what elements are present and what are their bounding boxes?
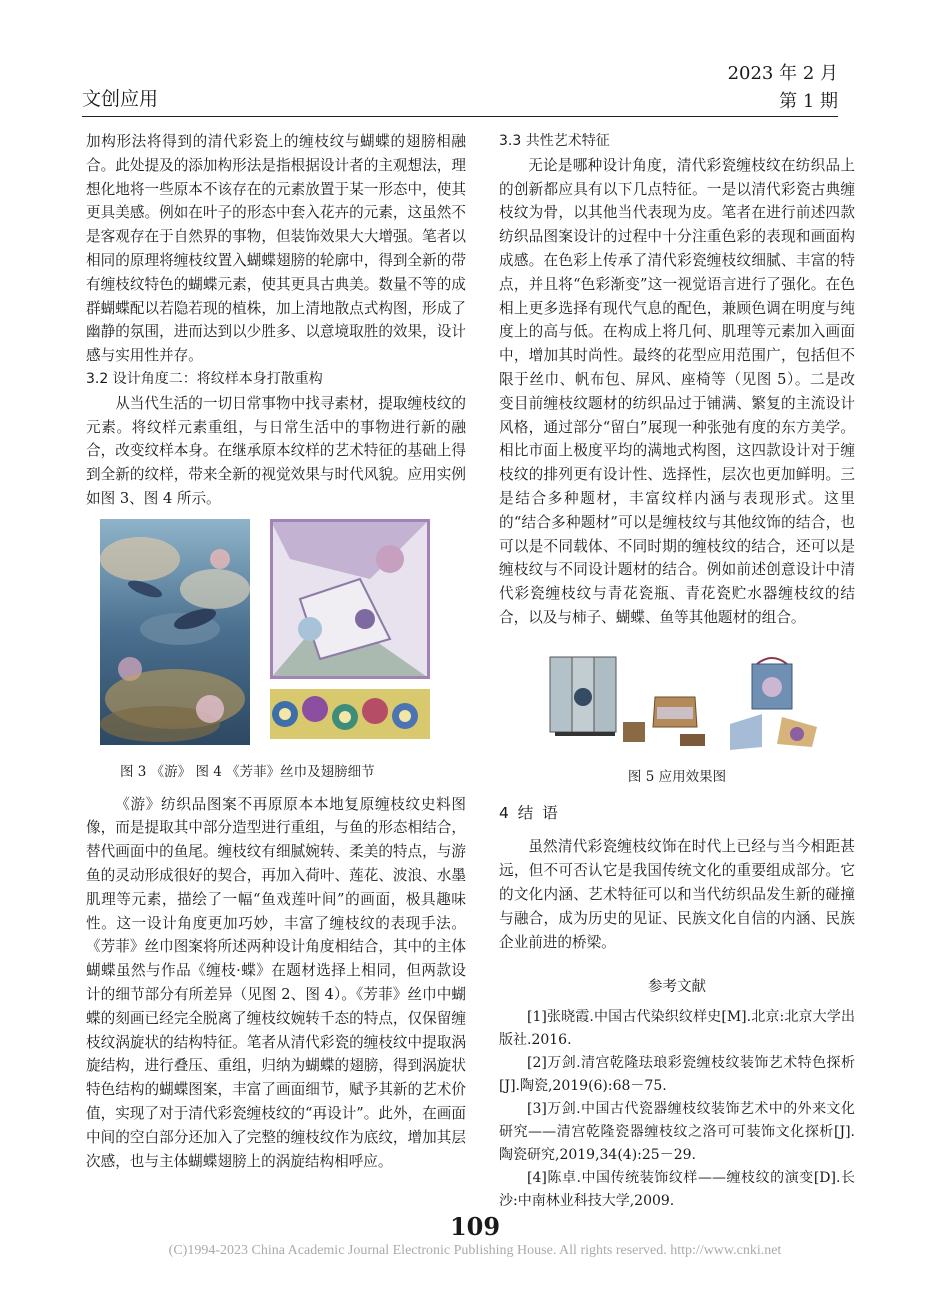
reference-4: [4]陈卓.中国传统装饰纹样——缠枝纹的演变[D].长沙:中南林业科技大学,2009. [499, 1170, 855, 1210]
figure-5-accessories-image [722, 652, 822, 752]
references-title: 参考文献 [648, 979, 706, 996]
left-column [86, 130, 466, 1173]
figure-3-4-row [100, 519, 466, 745]
figure-5-caption: 图 5 应用效果图 [627, 768, 727, 785]
header-rule [82, 116, 838, 117]
reference-2: [2]万剑.清宫乾隆珐琅彩瓷缠枝纹装饰艺术特色探析[J].陶瓷,2019(6):68－75. [499, 1055, 855, 1095]
issue-date: 2023 年 2 月 [727, 63, 838, 84]
figure-5-furniture-image [545, 652, 710, 752]
issue-info [728, 60, 838, 116]
figure-3-image [100, 519, 250, 745]
figure-5-accessories-artwork [722, 652, 822, 752]
page-number: 109 [449, 1212, 501, 1241]
paragraph-3-3: 无论是哪种设计角度，清代彩瓷缠枝纹在纺织品上的创新都应具有以下几点特征。一是以清代彩瓷古典缠枝纹为骨，以其他当代表现为皮。笔者在进行前述四款纺织品图案设计的过程中十分注重色彩的表现和画面构成感。在色彩上传承了清代彩瓷缠枝纹细腻、丰富的特点，并且将“色彩渐变”这一视觉语言进行了强化。在色相上更多选择有现代气息的配色，兼顾色调在明度与纯度上的高与低。在构成上将几何、肌理等元素加入画面中，增加其时尚性。最终的花型应用范围广，包括但不限于丝巾、帆布包、屏风、座椅等（见图 5）。二是改变目前缠枝纹题材的纺织品过于铺满、繁复的主流设计风格，通过部分“留白”展现一种张弛有度的东方美学。相比市面上极度平均的满地式构图，这四款设计对于缠枝纹的排列更有设计性、选择性，层次也更加鲜明。三是结合多种题材，丰富纹样内涵与表现形式。这里的“结合多种题材”可以是缠枝纹与其他纹饰的结合，也可以是不同载体、不同时期的缠枝纹的结合，还可以是缠枝纹与不同设计题材的结合。例如前述创意设计中清代彩瓷缠枝纹与青花瓷瓶、青花瓷贮水器缠枝纹的结合，以及与柿子、蝴蝶、鱼等其他题材的组合。 [499, 156, 855, 626]
paragraph-after-figures: 《游》纺织品图案不再原原本本地复原缠枝纹史料图像，而是提取其中部分造型进行重组，与鱼的形态相结合，替代画面中的鱼尾。缠枝纹有细腻婉转、柔美的特点，与游鱼的灵动形成很好的契合，再加入荷叶、莲花、波浪、水墨肌理等元素，描绘了一幅“鱼戏莲叶间”的画面，极具趣味性。这一设计角度更加巧妙，丰富了缠枝纹的表现手法。《芳菲》丝巾图案将所述两种设计角度相结合，其中的主体蝴蝶虽然与作品《缠枝·蝶》在题材选择上相同，但两款设计的细节部分有所差异（见图 2、图 4）。《芳菲》丝巾中蝴蝶的刻画已经完全脱离了缠枝纹婉转千态的特点，仅保留缠枝纹涡旋状的结构特征。笔者从清代彩瓷的缠枝纹中提取涡旋结构，进行叠压、重组，归纳为蝴蝶的翅膀，得到涡旋状特色结构的蝴蝶图案，丰富了画面细节，赋予其新的艺术价值，实现了对于清代彩瓷缠枝纹的“再设计”。此外，在画面中间的空白部分还加入了完整的缠枝纹作为底纹，增加其层次感，也与主体蝴蝶翅膀上的涡旋结构相呼应。 [86, 795, 466, 1170]
figure-4-group [270, 519, 430, 745]
paragraph-intro: 加构形法将得到的清代彩瓷上的缠枝纹与蝴蝶的翅膀相融合。此处提及的添加构形法是指根据设计者的主观想法，理想化地将一些原本不该存在的元素放置于某一形态中，使其更具美感。例如在叶子的形态中套入花卉的元素，这虽然不是客观存在于自然界的事物，但装饰效果大大增强。笔者以相同的原理将缠枝纹置入蝴蝶翅膀的轮廓中，得到全新的带有缠枝纹特色的蝴蝶元素，使其更具古典美。数量不等的成群蝴蝶配以若隐若现的植株，加上清地散点式构图，形成了幽静的氛围，进而达到以少胜多、以意境取胜的效果，设计感与实用性并存。 [86, 133, 466, 365]
figure-3-artwork [100, 519, 250, 745]
figure-3-4-caption: 图 3 《游》 图 4 《芳菲》丝巾及翅膀细节 [120, 763, 375, 780]
figure-5-furniture-artwork [545, 652, 710, 752]
reference-1: [1]张晓霞.中国古代染织纹样史[M].北京:北京大学出版社.2016. [499, 1009, 855, 1049]
figure-4-detail-image [270, 689, 430, 739]
copyright-footer: (C)1994-2023 China Academic Journal Electronic Publishing House. All rights reserved. http://www.cnki.net [168, 1243, 782, 1258]
paragraph-3-2: 从当代生活的一切日常事物中找寻素材，提取缠枝纹的元素。将纹样元素重组，与日常生活中的事物进行新的融合，改变纹样本身。在继承原本纹样的艺术特征的基础上得到全新的纹样，带来全新的视觉效果与时代风貌。应用实例如图 3、图 4 所示。 [86, 394, 466, 507]
section-4-heading: 4 结 语 [499, 803, 560, 822]
paragraph-conclusion: 虽然清代彩瓷缠枝纹饰在时代上已经与当今相距甚远，但不可否认它是我国传统文化的重要组成部分。它的文化内涵、艺术特征可以和当代纺织品发生新的碰撞与融合，成为历史的见证、民族文化自信的内涵、民族企业前进的桥梁。 [499, 838, 855, 951]
reference-3: [3]万剑.中国古代瓷器缠枝纹装饰艺术中的外来文化研究——清宫乾隆瓷器缠枝纹之洛可可装饰文化探析[J].陶瓷研究,2019,34(4):25－29. [499, 1101, 855, 1164]
figure-4-detail-artwork [270, 689, 430, 739]
right-column [499, 130, 855, 1213]
figure-5-row [545, 652, 855, 752]
issue-number: 第 1 期 [779, 91, 838, 112]
journal-section-label: 文创应用 [82, 88, 159, 110]
figure-4-scarf-artwork [270, 519, 430, 679]
section-3-3-heading: 3.3 共性艺术特征 [499, 133, 610, 149]
figure-4-scarf-image [270, 519, 430, 679]
section-3-2-heading: 3.2 设计角度二：将纹样本身打散重构 [86, 370, 323, 387]
